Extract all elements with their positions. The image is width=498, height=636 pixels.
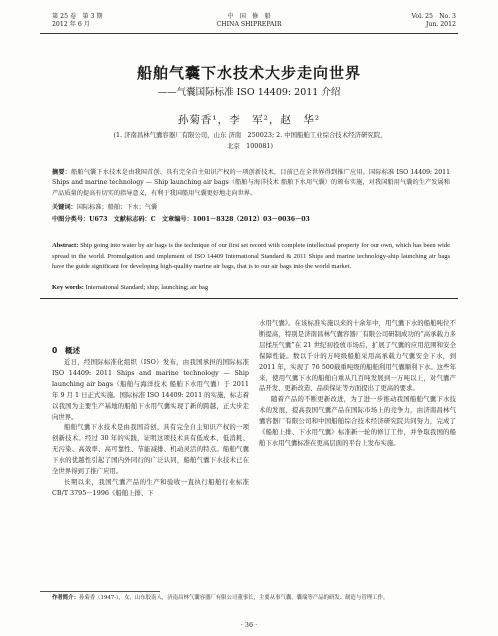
article-title: 船舶气囊下水技术大步走向世界 xyxy=(136,64,361,82)
body-left-column xyxy=(52,357,249,499)
volume-issue-en: Vol. 25 No. 3 xyxy=(411,13,456,20)
abstract-cn-text: 船舶气囊下水技术是由我国首创、具有完全自主知识产权的一项创新技术，目前已在全世界得到推广应用。国际标准 ISO 14409: 2011 Ships and marine technology — Ship launching air bags（船舶与海洋技术 船舶下水用气囊）的颁布实施，对我国船用气囊的生产发展和产品质量的提高有切实的指导意义，有利于我国船用气囊更好地走向世界。 xyxy=(52,169,451,197)
abstract-cn xyxy=(52,168,450,199)
keywords-cn-label: 关键词： xyxy=(52,204,77,211)
keywords-en xyxy=(52,283,450,293)
journal-issue-info-en xyxy=(412,13,457,29)
author-footnote xyxy=(52,594,452,603)
keywords-en-text: International Standard; ship; launching; air bag xyxy=(83,284,209,291)
affiliation-line-2: 北京 100081) xyxy=(226,142,274,150)
article-subtitle: ——气囊国际标准 ISO 14409: 2011 介绍 xyxy=(157,87,341,98)
body-paragraph: 随着产品的不断更新改进，为了进一步推动我国船舶气囊下水技术的发展，提高我国气囊产品在国际市场上的竞争力，由济南昌林气囊容器厂有限公司和中国船舶综合技术经济研究院共同努力，完成了《船舶上排、下水用气囊》标准新一轮的修订工作，并争取我国的船舶下水用气囊标准在更高层面的平台上发布实施。 xyxy=(259,395,456,447)
body-paragraph: 船舶气囊下水技术是由我国首创、具有完全自主知识产权的一项创新技术。经过 30 年的实践，证明这项技术具有低成本、低消耗、无污染、高效率、高可靠性、节能减排、机动灵活的特点。船舶气囊下水的优越性引起了国内外同行的广泛认同，船舶气囊下水技术已在全世界得到了推广应用。 xyxy=(52,423,249,476)
affiliations xyxy=(70,130,430,152)
body-paragraph: 近日，经国际标准化组织（ISO）发布，由我国承担的国际标准 ISO 14409: 2011 Ships and marine technology — Ship launching air bags（船舶与海洋技术 船舶下水用气囊）于 2011 年 9 月 1 日正式实施。国际标准 ISO 14409: 2011 的实施，标志着以我国为主要生产基地的船舶下水用气囊实现了新的跨越，正大步走向世界。 xyxy=(52,358,249,421)
abstract-cn-label: 摘要： xyxy=(52,169,72,176)
keywords-cn-text: 国际标准；船舶；下水；气囊 xyxy=(76,204,158,211)
footnote-text: 孙菊香（1947-），女，山东胶南人，济南昌林气囊容器厂有限公司董事长，主要从事气囊、囊端等产品的研发、制造与管理工作。 xyxy=(78,595,389,601)
body-right-column xyxy=(259,318,456,449)
author-list: 孙菊香¹，李 军²，赵 华² xyxy=(177,114,321,126)
body-paragraph: 长期以来，我国气囊产品的生产和验收一直执行船舶行业标准 CB/T 3795－1996《船舶上排、下 xyxy=(52,477,249,497)
issue-date-en: Jun. 2012 xyxy=(425,21,456,28)
journal-name-en: CHINA SHIPREPAIR xyxy=(216,21,282,28)
affiliation-line-1: (1. 济南昌林气囊容器厂有限公司，山东 济南 250023; 2. 中国船舶工业综合技术经济研究院， xyxy=(113,131,387,139)
abstract-en-text: Ship going into water by air bags is the technique of our first set record with complete intellectual property for our own, which has been wide spread in the world. Promulgation and implement of ISO 14409 International Standard & 2011 Ships and marine technology-ship launching air bags have the guide significant for developing high-quality marine air bags, that is to our air bags into the world market. xyxy=(52,242,450,270)
page-number: · 36 · xyxy=(240,621,258,629)
footnote-label: 作者简介： xyxy=(52,595,79,601)
footnote-rule xyxy=(40,591,160,592)
volume-issue: 第 25 卷 第 3 期 xyxy=(52,13,103,20)
abstract-en xyxy=(52,241,450,273)
keywords-cn xyxy=(52,203,450,213)
body-paragraph: 水用气囊》。在该标准实施以来的十余年中，用气囊下水的船舶吨位不断提高，特别是济南昌林气囊容器厂有限公司研制成功的“高承载力多层揉压气囊”在 21 世纪初投放市场后，扩展了气囊的应用范围和安全保障性能。数以千计的万吨级船舶采用高承载力气囊安全下水，到 2011 年，实现了 76 500载重吨级的船舶利用气囊顺利下水。这些年来，使用气囊下水的船舶自重从几百吨发展到一万吨以上，对气囊产品开发、更新改造、品质保证等方面提出了更高的要求。 xyxy=(259,319,456,393)
header-rule xyxy=(40,33,458,34)
issue-date: 2012 年 6 月 xyxy=(52,21,90,28)
journal-name-cn: 中 国 修 船 xyxy=(227,13,271,20)
abstract-rule xyxy=(40,298,458,299)
keywords-en-label: Key words: xyxy=(52,284,84,291)
classification-line: 中图分类号：U673 文献标志码：C 文章编号：1001－8328（2012）03－0036－03 xyxy=(52,216,310,223)
abstract-en-label: Abstract: xyxy=(52,242,79,249)
section-heading: 0 概述 xyxy=(52,346,81,355)
